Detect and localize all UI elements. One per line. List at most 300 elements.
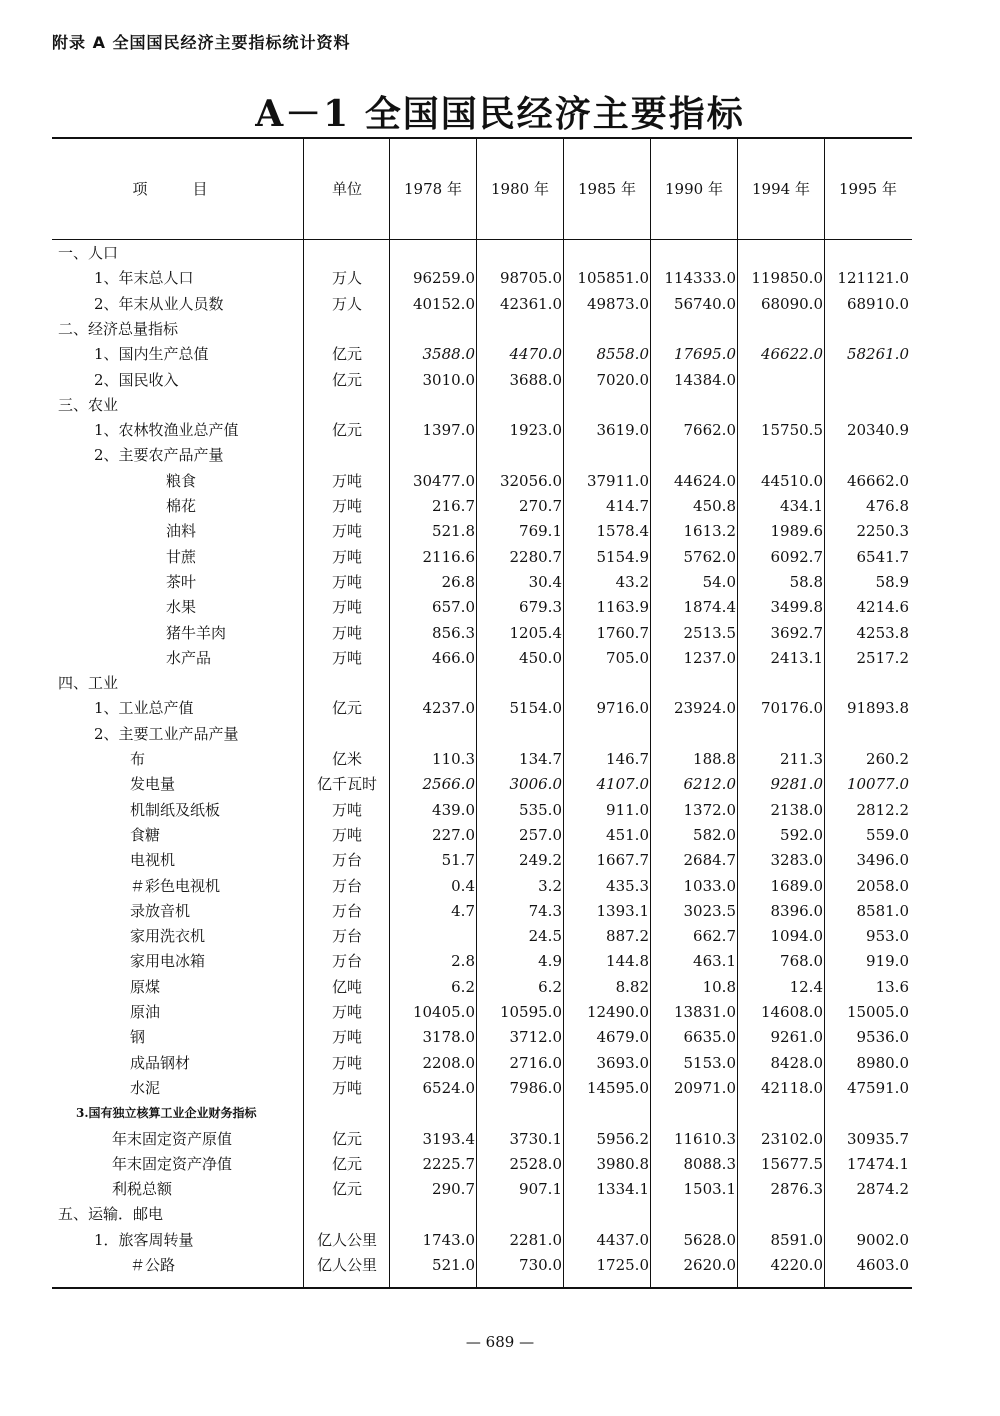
row-unit: 亿元 — [331, 370, 362, 389]
table-row — [0, 1177, 1000, 1202]
row-unit: 亿元 — [331, 345, 362, 364]
row-value: 96259.0 — [412, 269, 475, 288]
row-value: 2716.0 — [509, 1053, 562, 1072]
table-row — [0, 722, 1000, 747]
table-row — [0, 949, 1000, 974]
table-row — [0, 1051, 1000, 1076]
row-value: 46622.0 — [760, 345, 823, 364]
row-value: 476.8 — [866, 497, 909, 515]
row-value: 2225.7 — [422, 1154, 475, 1173]
row-value: 5154.9 — [596, 547, 649, 566]
row-value: 15005.0 — [846, 1003, 909, 1021]
row-value: 657.0 — [432, 598, 475, 617]
row-label: 原油 — [130, 1003, 161, 1021]
row-label: 五、运输．邮电 — [58, 1205, 164, 1224]
row-label: 年末固定资产净值 — [112, 1154, 233, 1173]
row-value: 6524.0 — [422, 1078, 475, 1097]
row-value: 4.7 — [451, 901, 475, 920]
header-unit: 单位 — [331, 180, 362, 198]
row-label: 食糖 — [130, 825, 161, 844]
table-row — [0, 621, 1000, 646]
row-unit: 万台 — [331, 952, 362, 971]
row-value: 42118.0 — [760, 1078, 823, 1097]
row-value: 188.8 — [693, 750, 736, 768]
row-label: 1、年末总人口 — [94, 269, 194, 288]
row-label: 发电量 — [130, 775, 176, 794]
row-value: 26.8 — [441, 572, 475, 591]
row-label: 布 — [130, 750, 146, 768]
row-label: 甘蔗 — [166, 547, 197, 566]
row-value: 6635.0 — [683, 1028, 736, 1047]
header-year: 1995 年 — [839, 180, 897, 198]
row-unit: 万台 — [331, 851, 362, 870]
row-value: 679.3 — [519, 598, 562, 617]
row-value: 907.1 — [519, 1180, 562, 1199]
row-label: 1、农林牧渔业总产值 — [94, 421, 239, 440]
row-unit: 万吨 — [331, 1053, 362, 1072]
row-label: 三、农业 — [58, 395, 119, 414]
row-value: 592.0 — [780, 825, 823, 844]
row-value: 705.0 — [606, 648, 649, 667]
row-value: 3010.0 — [422, 370, 475, 389]
row-unit: 亿米 — [331, 750, 362, 768]
row-unit: 亿千瓦时 — [316, 775, 377, 794]
row-value: 3193.4 — [422, 1129, 475, 1148]
row-unit: 亿人公里 — [316, 1256, 377, 1274]
table-row — [0, 1076, 1000, 1101]
row-value: 2413.1 — [770, 648, 823, 667]
row-value: 582.0 — [693, 825, 736, 844]
row-label: 钢 — [130, 1028, 146, 1047]
table-row — [0, 646, 1000, 671]
table-row — [0, 798, 1000, 823]
row-value: 30477.0 — [412, 471, 475, 490]
row-value: 4437.0 — [596, 1230, 649, 1249]
row-unit: 亿元 — [331, 699, 362, 718]
row-value: 119850.0 — [751, 269, 823, 288]
row-value: 1503.1 — [683, 1180, 736, 1199]
row-value: 8581.0 — [856, 901, 909, 920]
row-value: 4470.0 — [509, 345, 562, 364]
row-value: 9261.0 — [770, 1028, 823, 1047]
row-value: 4107.0 — [596, 775, 649, 794]
table-row — [0, 874, 1000, 899]
row-value: 70176.0 — [760, 699, 823, 718]
row-value: 1689.0 — [770, 876, 823, 895]
row-label: 3.国有独立核算工业企业财务指标 — [76, 1106, 257, 1121]
row-value: 4679.0 — [596, 1028, 649, 1047]
row-value: 6.2 — [538, 977, 562, 996]
row-value: 3588.0 — [422, 345, 475, 364]
row-unit: 亿元 — [331, 1180, 362, 1199]
page-number: — 689 — — [465, 1333, 535, 1351]
row-value: 6541.7 — [856, 547, 909, 566]
row-value: 450.0 — [519, 648, 562, 667]
row-value: 114333.0 — [664, 269, 736, 288]
row-value: 8396.0 — [770, 901, 823, 920]
page-title: A－1 全国国民经济主要指标 — [255, 93, 745, 135]
table-row — [0, 494, 1000, 519]
row-value: 1613.2 — [683, 522, 736, 541]
row-label: 录放音机 — [130, 901, 191, 920]
row-value: 11610.3 — [673, 1129, 736, 1148]
row-value: 23924.0 — [673, 699, 736, 718]
table-row — [0, 469, 1000, 494]
row-value: 1094.0 — [770, 927, 823, 946]
row-value: 30935.7 — [846, 1129, 909, 1148]
row-value: 8428.0 — [770, 1053, 823, 1072]
row-value: 2116.6 — [422, 547, 475, 566]
row-value: 249.2 — [519, 851, 562, 870]
row-value: 1923.0 — [509, 421, 562, 440]
row-value: 146.7 — [606, 750, 649, 768]
row-label: 棉花 — [166, 497, 197, 515]
row-label: 水泥 — [130, 1078, 161, 1097]
row-unit: 万吨 — [331, 800, 362, 819]
row-value: 3496.0 — [856, 851, 909, 870]
row-label: 1．旅客周转量 — [94, 1230, 194, 1249]
row-label: 茶叶 — [166, 572, 197, 591]
table-row — [0, 292, 1000, 317]
row-unit: 万吨 — [331, 1028, 362, 1047]
row-value: 1578.4 — [596, 522, 649, 541]
row-unit: 万吨 — [331, 598, 362, 617]
row-value: 9536.0 — [856, 1028, 909, 1047]
row-value: 56740.0 — [673, 294, 736, 313]
row-label: ＃公路 — [130, 1256, 176, 1274]
table-row — [0, 899, 1000, 924]
row-value: 450.8 — [693, 497, 736, 515]
row-value: 466.0 — [432, 648, 475, 667]
table-row — [0, 317, 1000, 342]
row-value: 4214.6 — [856, 598, 909, 617]
table-row — [0, 1228, 1000, 1253]
row-value: 2.8 — [451, 952, 475, 971]
row-value: 121121.0 — [837, 269, 909, 288]
row-value: 260.2 — [866, 750, 909, 768]
row-value: 5628.0 — [683, 1230, 736, 1249]
row-value: 211.3 — [780, 750, 823, 768]
table-row — [0, 975, 1000, 1000]
row-value: 3730.1 — [509, 1129, 562, 1148]
row-value: 5154.0 — [509, 699, 562, 718]
row-value: 5762.0 — [683, 547, 736, 566]
row-unit: 万吨 — [331, 1078, 362, 1097]
row-label: 2、主要工业产品产量 — [94, 724, 239, 743]
table-row — [0, 924, 1000, 949]
row-label: 一、人口 — [58, 244, 119, 262]
row-value: 435.3 — [606, 876, 649, 895]
row-label: 年末固定资产原值 — [112, 1129, 233, 1148]
row-value: 110.3 — [432, 750, 475, 768]
row-value: 10595.0 — [499, 1003, 562, 1021]
row-value: 4.9 — [538, 952, 562, 971]
row-value: 2874.2 — [856, 1180, 909, 1199]
row-value: 2513.5 — [683, 623, 736, 642]
row-label: 水果 — [166, 598, 197, 617]
row-value: 1163.9 — [596, 598, 649, 617]
row-value: 4603.0 — [856, 1256, 909, 1274]
row-value: 2250.3 — [856, 522, 909, 541]
header-item: 项 目 — [132, 180, 208, 198]
row-label: 成品钢材 — [130, 1053, 191, 1072]
table-row — [0, 772, 1000, 797]
row-label: 电视机 — [130, 851, 176, 870]
row-value: 2684.7 — [683, 851, 736, 870]
row-label: 油料 — [166, 522, 197, 541]
table-row — [0, 545, 1000, 570]
table-row — [0, 1152, 1000, 1177]
row-unit: 万吨 — [331, 648, 362, 667]
row-label: 2、年末从业人员数 — [94, 294, 224, 313]
row-value: 769.1 — [519, 522, 562, 541]
row-value: 58.9 — [875, 572, 909, 591]
row-value: 1033.0 — [683, 876, 736, 895]
row-value: 13831.0 — [673, 1003, 736, 1021]
row-value: 919.0 — [866, 952, 909, 971]
row-label: 水产品 — [166, 648, 212, 667]
row-unit: 亿元 — [331, 421, 362, 440]
row-value: 5153.0 — [683, 1053, 736, 1072]
row-value: 1874.4 — [683, 598, 736, 617]
row-value: 17695.0 — [673, 345, 736, 364]
row-value: 3178.0 — [422, 1028, 475, 1047]
row-value: 3688.0 — [509, 370, 562, 389]
row-value: 2280.7 — [509, 547, 562, 566]
row-unit: 万台 — [331, 927, 362, 946]
row-value: 47591.0 — [846, 1078, 909, 1097]
row-value: 14608.0 — [760, 1003, 823, 1021]
row-value: 2812.2 — [856, 800, 909, 819]
row-label: 原煤 — [130, 977, 161, 996]
row-value: 3692.7 — [770, 623, 823, 642]
row-value: 43.2 — [615, 572, 649, 591]
table-row — [0, 1025, 1000, 1050]
row-value: 105851.0 — [577, 269, 649, 288]
row-value: 20971.0 — [673, 1078, 736, 1097]
row-value: 535.0 — [519, 800, 562, 819]
row-value: 32056.0 — [499, 471, 562, 490]
row-value: 44624.0 — [673, 471, 736, 490]
row-value: 3980.8 — [596, 1154, 649, 1173]
row-value: 54.0 — [702, 572, 736, 591]
header-year: 1985 年 — [578, 180, 636, 198]
row-value: 257.0 — [519, 825, 562, 844]
row-value: 1205.4 — [509, 623, 562, 642]
row-value: 5956.2 — [596, 1129, 649, 1148]
row-value: 2620.0 — [683, 1256, 736, 1274]
header-year: 1980 年 — [491, 180, 549, 198]
row-unit: 万吨 — [331, 547, 362, 566]
row-value: 14384.0 — [673, 370, 736, 389]
row-value: 3712.0 — [509, 1028, 562, 1047]
row-value: 30.4 — [528, 572, 562, 591]
table-row — [0, 368, 1000, 393]
row-value: 1237.0 — [683, 648, 736, 667]
row-label: 家用洗衣机 — [130, 927, 206, 946]
header-year: 1978 年 — [404, 180, 462, 198]
row-value: 98705.0 — [499, 269, 562, 288]
header-bottom-rule — [52, 239, 912, 240]
row-unit: 万吨 — [331, 1003, 362, 1021]
row-label: 家用电冰箱 — [130, 952, 206, 971]
row-value: 768.0 — [780, 952, 823, 971]
table-row — [0, 266, 1000, 291]
row-value: 74.3 — [528, 901, 562, 920]
row-value: 2208.0 — [422, 1053, 475, 1072]
row-value: 91893.8 — [846, 699, 909, 718]
table-row — [0, 595, 1000, 620]
table-row — [0, 241, 1000, 266]
row-value: 439.0 — [432, 800, 475, 819]
row-value: 953.0 — [866, 927, 909, 946]
row-value: 10405.0 — [412, 1003, 475, 1021]
row-value: 559.0 — [866, 825, 909, 844]
row-value: 1393.1 — [596, 901, 649, 920]
row-value: 3499.8 — [770, 598, 823, 617]
header-year: 1990 年 — [665, 180, 723, 198]
row-value: 3023.5 — [683, 901, 736, 920]
row-value: 1725.0 — [596, 1256, 649, 1274]
row-value: 1743.0 — [422, 1230, 475, 1249]
row-value: 10077.0 — [846, 775, 909, 794]
row-value: 9281.0 — [770, 775, 823, 794]
row-value: 0.4 — [451, 876, 475, 895]
row-unit: 万吨 — [331, 572, 362, 591]
table-row — [0, 418, 1000, 443]
row-value: 8980.0 — [856, 1053, 909, 1072]
table-row — [0, 443, 1000, 468]
row-value: 414.7 — [606, 497, 649, 515]
table-row — [0, 823, 1000, 848]
row-value: 2281.0 — [509, 1230, 562, 1249]
row-value: 8088.3 — [683, 1154, 736, 1173]
row-value: 1760.7 — [596, 623, 649, 642]
row-label: 机制纸及纸板 — [130, 800, 221, 819]
row-unit: 万吨 — [331, 825, 362, 844]
table-row — [0, 393, 1000, 418]
table-row — [0, 1101, 1000, 1126]
row-value: 13.6 — [875, 977, 909, 996]
row-value: 1989.6 — [770, 522, 823, 541]
row-value: 2058.0 — [856, 876, 909, 895]
row-unit: 亿元 — [331, 1154, 362, 1173]
row-unit: 万吨 — [331, 497, 362, 515]
row-unit: 万人 — [331, 269, 362, 288]
row-value: 1372.0 — [683, 800, 736, 819]
row-value: 451.0 — [606, 825, 649, 844]
row-label: ＃彩色电视机 — [130, 876, 221, 895]
row-value: 290.7 — [432, 1180, 475, 1199]
row-value: 7020.0 — [596, 370, 649, 389]
row-value: 3693.0 — [596, 1053, 649, 1072]
row-label: 四、工业 — [58, 674, 119, 693]
row-value: 270.7 — [519, 497, 562, 515]
row-value: 51.7 — [441, 851, 475, 870]
row-value: 8558.0 — [596, 345, 649, 364]
row-value: 3283.0 — [770, 851, 823, 870]
row-value: 4253.8 — [856, 623, 909, 642]
row-value: 6092.7 — [770, 547, 823, 566]
row-value: 49873.0 — [586, 294, 649, 313]
table-row — [0, 1000, 1000, 1025]
row-value: 7986.0 — [509, 1078, 562, 1097]
table-row — [0, 342, 1000, 367]
table-row — [0, 519, 1000, 544]
table-bottom-rule — [52, 1287, 912, 1289]
table-row — [0, 848, 1000, 873]
row-label: 2、国民收入 — [94, 370, 179, 389]
row-label: 2、主要农产品产量 — [94, 446, 224, 465]
row-value: 23102.0 — [760, 1129, 823, 1148]
row-value: 17474.1 — [846, 1154, 909, 1173]
table-row — [0, 1253, 1000, 1278]
running-head: 附录 A 全国国民经济主要指标统计资料 — [52, 33, 351, 52]
row-unit: 万吨 — [331, 623, 362, 642]
table-row — [0, 570, 1000, 595]
row-value: 911.0 — [606, 800, 649, 819]
table-row — [0, 747, 1000, 772]
row-label: 1、工业总产值 — [94, 699, 194, 718]
row-value: 20340.9 — [846, 421, 909, 440]
row-value: 662.7 — [693, 927, 736, 946]
row-value: 856.3 — [432, 623, 475, 642]
row-value: 10.8 — [702, 977, 736, 996]
row-value: 7662.0 — [683, 421, 736, 440]
row-label: 利税总额 — [112, 1180, 173, 1199]
row-value: 4237.0 — [422, 699, 475, 718]
row-value: 1334.1 — [596, 1180, 649, 1199]
row-unit: 万人 — [331, 294, 362, 313]
row-value: 68910.0 — [846, 294, 909, 313]
row-value: 42361.0 — [499, 294, 562, 313]
row-unit: 万吨 — [331, 471, 362, 490]
row-value: 58.8 — [789, 572, 823, 591]
row-value: 2528.0 — [509, 1154, 562, 1173]
row-label: 1、国内生产总值 — [94, 345, 209, 364]
row-value: 887.2 — [606, 927, 649, 946]
row-unit: 亿人公里 — [316, 1230, 377, 1249]
row-value: 12.4 — [789, 977, 823, 996]
row-value: 8591.0 — [770, 1230, 823, 1249]
row-value: 521.8 — [432, 522, 475, 541]
row-value: 46662.0 — [846, 471, 909, 490]
row-value: 6212.0 — [683, 775, 736, 794]
row-unit: 万台 — [331, 876, 362, 895]
table-row — [0, 671, 1000, 696]
row-value: 2876.3 — [770, 1180, 823, 1199]
row-value: 2138.0 — [770, 800, 823, 819]
row-value: 227.0 — [432, 825, 475, 844]
row-value: 3619.0 — [596, 421, 649, 440]
row-unit: 亿元 — [331, 1129, 362, 1148]
row-value: 4220.0 — [770, 1256, 823, 1274]
row-value: 58261.0 — [846, 345, 909, 364]
row-value: 730.0 — [519, 1256, 562, 1274]
row-value: 134.7 — [519, 750, 562, 768]
row-value: 2566.0 — [422, 775, 475, 794]
row-value: 12490.0 — [586, 1003, 649, 1021]
row-value: 6.2 — [451, 977, 475, 996]
row-value: 1667.7 — [596, 851, 649, 870]
row-value: 24.5 — [528, 927, 562, 946]
row-unit: 亿吨 — [331, 977, 362, 996]
row-value: 434.1 — [780, 497, 823, 515]
row-value: 3006.0 — [509, 775, 562, 794]
row-value: 463.1 — [693, 952, 736, 971]
table-row — [0, 1202, 1000, 1227]
row-value: 9716.0 — [596, 699, 649, 718]
